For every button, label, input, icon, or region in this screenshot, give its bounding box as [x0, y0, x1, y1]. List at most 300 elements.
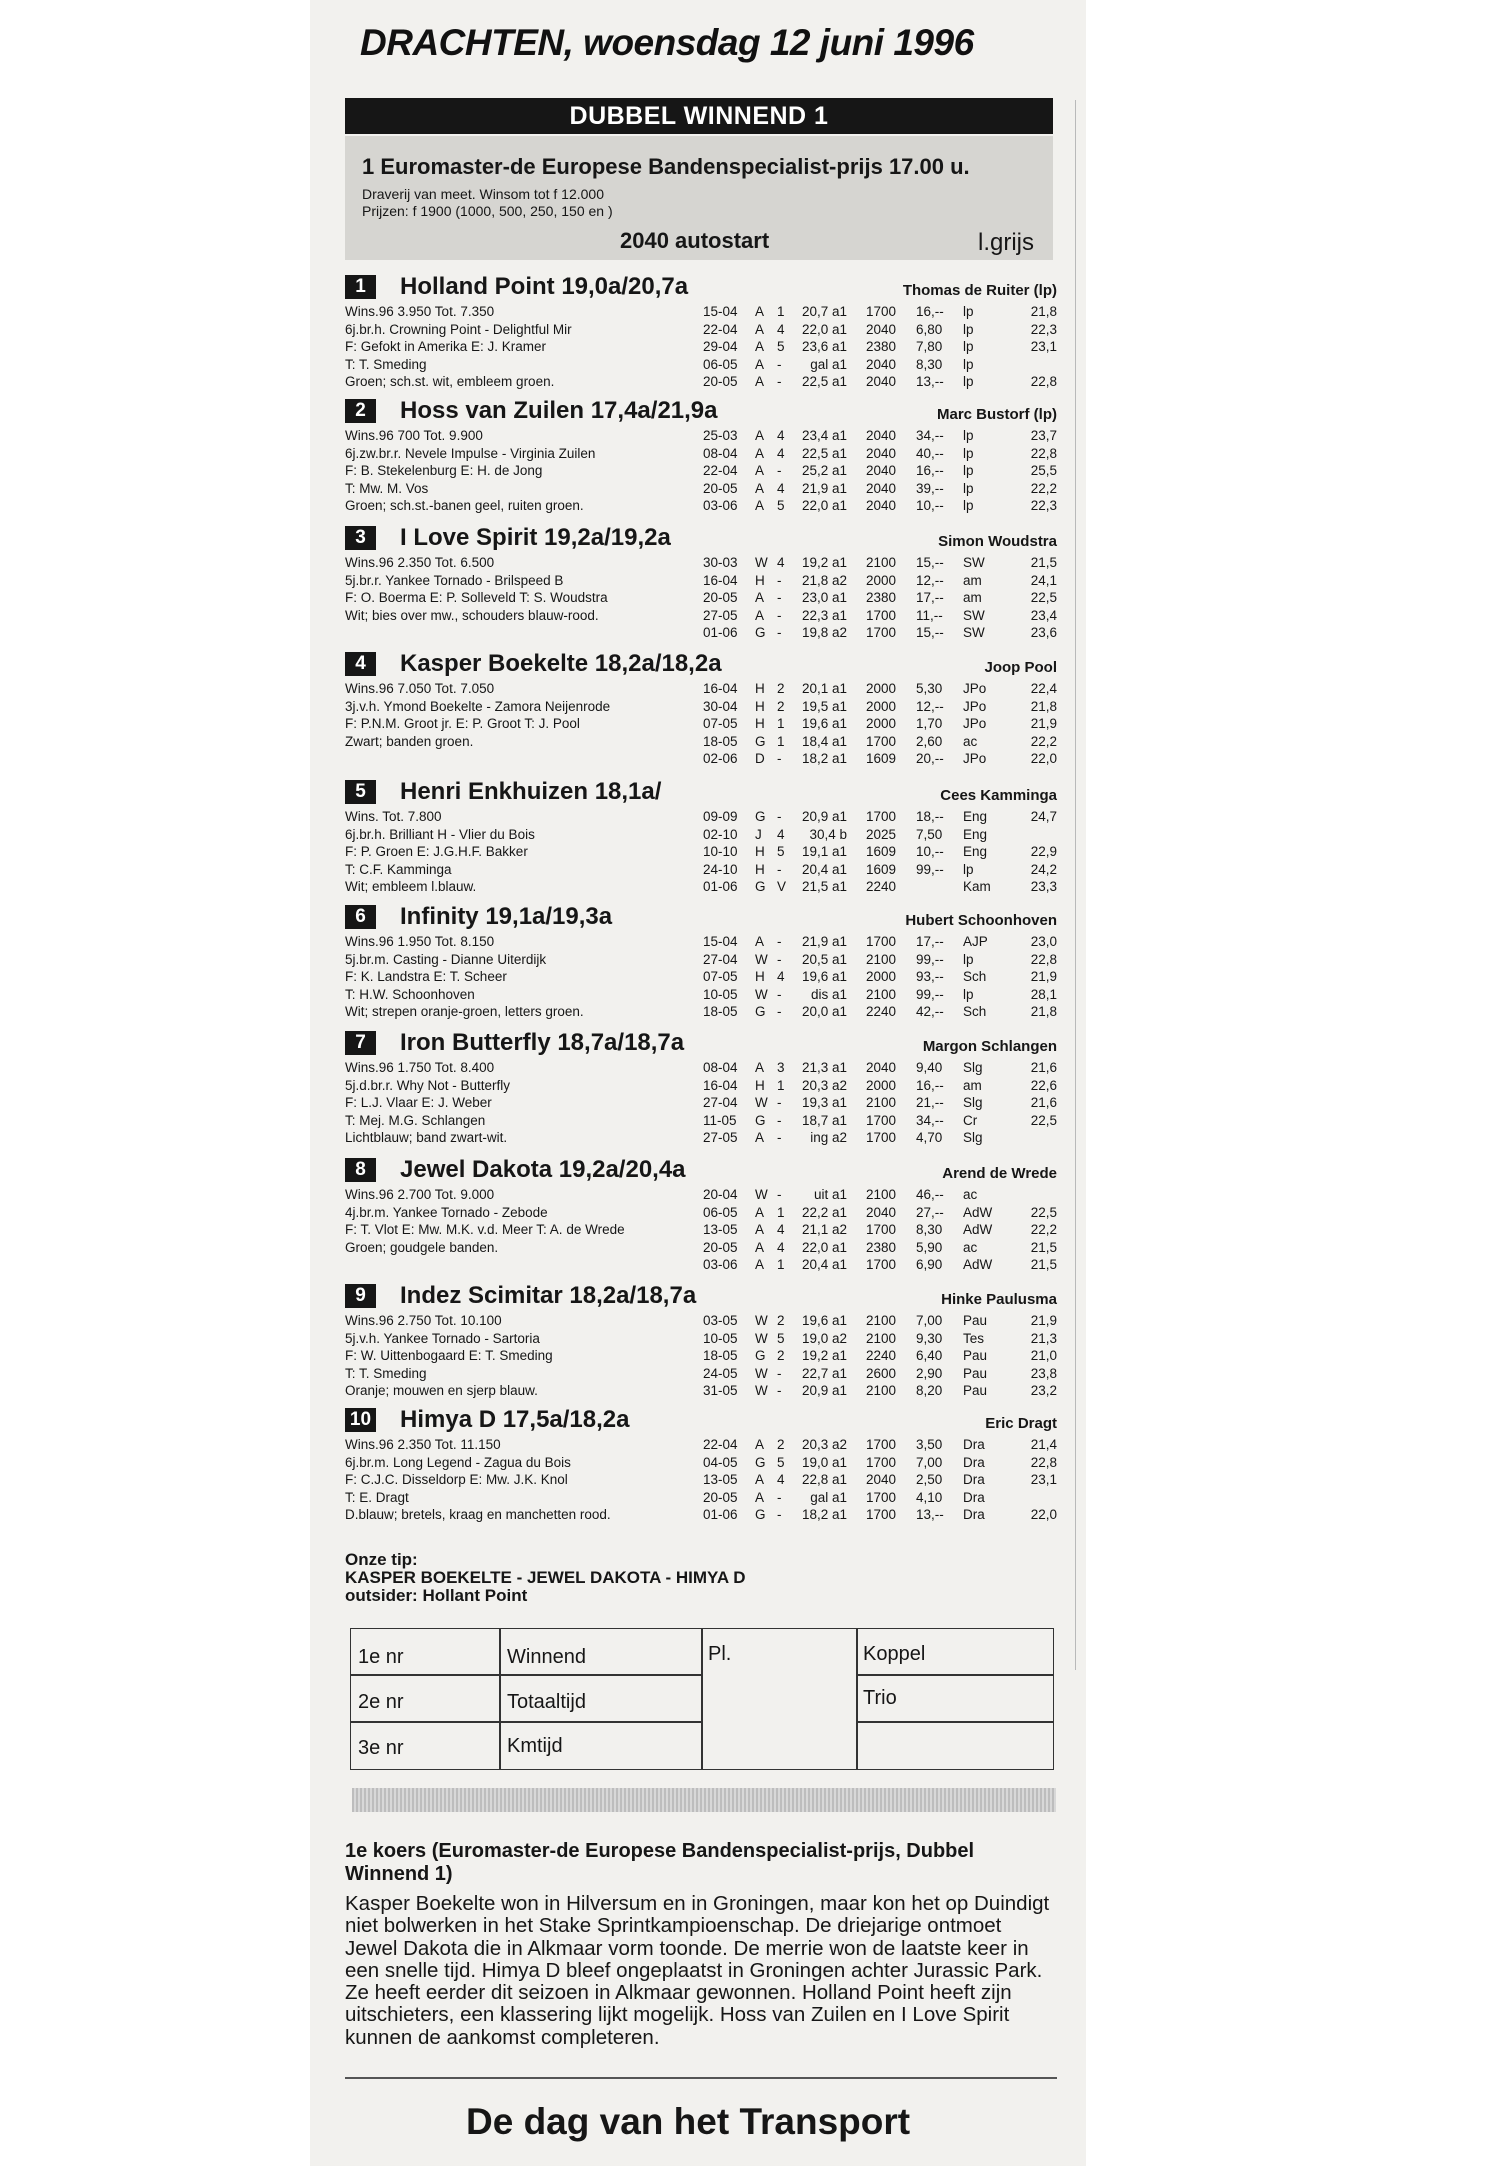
- form-distance: 2380: [866, 590, 897, 606]
- form-reduced-time: 23,7: [1030, 428, 1057, 443]
- form-track: A: [755, 321, 765, 337]
- form-reduced-time: 22,6: [1030, 1077, 1057, 1093]
- form-place: -: [777, 1130, 782, 1146]
- horse-header: [345, 903, 1057, 933]
- form-date: 16-04: [703, 572, 738, 588]
- form-reduced-time: 22,8: [1030, 1454, 1057, 1470]
- form-place: 4: [777, 826, 785, 842]
- form-place: -: [777, 809, 782, 824]
- form-odds: 99,--: [916, 861, 944, 877]
- form-place: 1: [777, 716, 785, 732]
- horse-info-line: 6j.zw.br.r. Nevele Impulse - Virginia Zuilen: [345, 445, 596, 461]
- form-row: [703, 321, 1057, 339]
- form-date: 04-05: [703, 1454, 738, 1470]
- form-place: -: [777, 572, 782, 588]
- form-driver: lp: [963, 498, 974, 514]
- form-odds: 7,80: [916, 339, 943, 355]
- form-row: [703, 572, 1057, 590]
- form-time: 30,4 b: [809, 826, 847, 842]
- form-reduced-time: 22,8: [1030, 445, 1057, 461]
- form-row: [703, 986, 1057, 1004]
- form-odds: 4,10: [916, 1489, 943, 1505]
- bet-place-2: 2e nr: [358, 1691, 404, 1713]
- horse-details: [345, 680, 1057, 790]
- horse-form-table: [703, 1186, 1057, 1274]
- form-driver: AdW: [963, 1257, 993, 1273]
- form-time: 21,1 a2: [801, 1222, 847, 1238]
- form-driver: JPo: [963, 751, 987, 767]
- form-track: G: [755, 1348, 766, 1364]
- form-reduced-time: 28,1: [1030, 986, 1057, 1002]
- bet-form-col-divider: [499, 1629, 501, 1769]
- form-time: 23,4 a1: [801, 428, 847, 443]
- form-reduced-time: 23,1: [1030, 1472, 1057, 1488]
- horse-name: Iron Butterfly 18,7a/18,7a: [400, 1029, 685, 1056]
- horse-info-line: F: P.N.M. Groot jr. E: P. Groot T: J. Pool: [345, 716, 580, 732]
- form-place: -: [777, 625, 782, 641]
- form-time: 20,5 a1: [801, 951, 847, 967]
- form-distance: 2040: [866, 428, 897, 443]
- form-time: 25,2 a1: [801, 463, 847, 479]
- form-date: 27-05: [703, 1130, 738, 1146]
- form-driver: Kam: [963, 879, 991, 895]
- horse-info-line: Wins.96 1.750 Tot. 8.400: [345, 1060, 495, 1075]
- form-row: [703, 1256, 1057, 1274]
- form-place: -: [777, 1489, 782, 1505]
- form-track: A: [755, 1130, 765, 1146]
- form-date: 31-05: [703, 1383, 738, 1399]
- form-row: [703, 462, 1057, 480]
- horse-entry: [345, 1156, 1057, 1296]
- form-row: [703, 589, 1057, 607]
- horse-entry: [345, 397, 1057, 537]
- form-date: 20-05: [703, 1239, 738, 1255]
- race-prizes: Prijzen: f 1900 (1000, 500, 250, 150 en ): [362, 203, 613, 219]
- horse-info-line: D.blauw; bretels, kraag en manchetten rood.: [345, 1507, 611, 1523]
- form-date: 07-05: [703, 969, 738, 985]
- form-place: -: [777, 607, 782, 623]
- form-row: [703, 1239, 1057, 1257]
- horse-info-line: Wins.96 2.350 Tot. 6.500: [345, 555, 495, 570]
- form-driver: Slg: [963, 1095, 983, 1111]
- race-conditions: Draverij van meet. Winsom tot f 12.000: [362, 186, 604, 202]
- form-row: [703, 480, 1057, 498]
- form-place: 5: [777, 339, 785, 355]
- horse-info-line: F: C.J.C. Disseldorp E: Mw. J.K. Knol: [345, 1472, 568, 1488]
- horse-info: [345, 1186, 695, 1256]
- bet-place-1: 1e nr: [358, 1646, 404, 1668]
- form-reduced-time: 23,6: [1030, 625, 1057, 641]
- form-time: 23,6 a1: [801, 339, 847, 355]
- form-row: [703, 1330, 1057, 1348]
- form-odds: 8,30: [916, 1222, 943, 1238]
- form-reduced-time: 23,3: [1030, 879, 1057, 895]
- form-track: H: [755, 861, 765, 877]
- form-driver: Dra: [963, 1507, 985, 1523]
- form-place: -: [777, 1365, 782, 1381]
- horse-name: Himya D 17,5a/18,2a: [400, 1406, 630, 1433]
- form-row: [703, 1454, 1057, 1472]
- tip-label: Onze tip:: [345, 1550, 418, 1569]
- form-odds: 7,00: [916, 1313, 943, 1328]
- form-date: 09-09: [703, 809, 738, 824]
- form-reduced-time: 23,0: [1030, 934, 1057, 949]
- form-place: 5: [777, 1330, 785, 1346]
- horse-details: [345, 427, 1057, 537]
- form-reduced-time: 22,2: [1030, 480, 1057, 496]
- horse-info-line: Lichtblauw; band zwart-wit.: [345, 1130, 508, 1146]
- form-time: 19,5 a1: [801, 698, 847, 714]
- form-track: A: [755, 339, 765, 355]
- form-time: 18,4 a1: [801, 733, 847, 749]
- form-time: 18,2 a1: [801, 1507, 847, 1523]
- form-distance: 2240: [866, 1348, 897, 1364]
- form-track: W: [755, 1187, 768, 1202]
- form-date: 18-05: [703, 733, 738, 749]
- form-odds: 40,--: [916, 445, 944, 461]
- horse-info-line: 6j.br.m. Long Legend - Zagua du Bois: [345, 1454, 571, 1470]
- form-time: 19,6 a1: [801, 1313, 847, 1328]
- form-row: [703, 1312, 1057, 1330]
- form-reduced-time: 22,0: [1030, 1507, 1057, 1523]
- horse-info-line: T: Mw. M. Vos: [345, 480, 429, 496]
- form-odds: 42,--: [916, 1004, 944, 1020]
- form-track: G: [755, 1004, 766, 1020]
- form-date: 10-10: [703, 844, 738, 860]
- form-row: [703, 1471, 1057, 1489]
- form-date: 27-04: [703, 951, 738, 967]
- form-driver: am: [963, 572, 982, 588]
- form-track: W: [755, 1095, 768, 1111]
- form-place: -: [777, 1187, 782, 1202]
- horse-number-badge: 1: [345, 275, 376, 299]
- form-date: 10-05: [703, 986, 738, 1002]
- form-driver: Eng: [963, 844, 988, 860]
- form-track: H: [755, 1077, 765, 1093]
- form-odds: 34,--: [916, 428, 944, 443]
- form-odds: 13,--: [916, 1507, 944, 1523]
- bet-type-trio: Trio: [863, 1687, 897, 1709]
- horse-details: [345, 1186, 1057, 1296]
- horse-info-line: 5j.br.m. Casting - Dianne Uiterdijk: [345, 951, 547, 967]
- bet-type-totaaltijd: Totaaltijd: [507, 1691, 586, 1713]
- form-driver: Dra: [963, 1489, 985, 1505]
- horse-info: [345, 427, 695, 515]
- form-place: 1: [777, 1077, 785, 1093]
- form-distance: 1700: [866, 934, 897, 949]
- form-place: 2: [777, 681, 785, 696]
- form-row: [703, 951, 1057, 969]
- form-distance: 2100: [866, 951, 897, 967]
- horse-form-table: [703, 680, 1057, 768]
- form-date: 20-04: [703, 1187, 738, 1202]
- form-reduced-time: 22,4: [1030, 681, 1057, 696]
- horse-info-line: Wins.96 2.750 Tot. 10.100: [345, 1313, 502, 1328]
- form-odds: 12,--: [916, 572, 944, 588]
- form-reduced-time: 22,5: [1030, 590, 1057, 606]
- form-date: 27-05: [703, 607, 738, 623]
- horse-form-table: [703, 427, 1057, 515]
- horse-header: [345, 650, 1057, 680]
- horse-info-line: 6j.br.h. Crowning Point - Delightful Mir: [345, 321, 572, 337]
- horse-driver: Margon Schlangen: [922, 1038, 1057, 1055]
- form-track: G: [755, 625, 766, 641]
- form-place: -: [777, 1095, 782, 1111]
- form-reduced-time: 22,0: [1030, 751, 1057, 767]
- horse-header: [345, 778, 1057, 808]
- form-time: 19,2 a1: [801, 555, 847, 570]
- form-odds: 10,--: [916, 844, 944, 860]
- horse-entry: [345, 778, 1057, 918]
- form-distance: 2040: [866, 1060, 897, 1075]
- horse-driver: Hinke Paulusma: [941, 1291, 1057, 1308]
- form-date: 06-05: [703, 1204, 738, 1220]
- form-time: gal a1: [810, 1489, 847, 1505]
- bet-type-koppel: Koppel: [863, 1643, 926, 1665]
- form-row: [703, 1112, 1057, 1130]
- horse-info-line: Wins.96 7.050 Tot. 7.050: [345, 681, 495, 696]
- form-place: -: [777, 986, 782, 1002]
- form-track: J: [755, 826, 762, 842]
- form-odds: 7,50: [916, 826, 943, 842]
- form-odds: 17,--: [916, 590, 944, 606]
- horse-driver: Hubert Schoonhoven: [905, 912, 1057, 929]
- form-row: [703, 843, 1057, 861]
- bet-place-3: 3e nr: [358, 1737, 404, 1759]
- form-place: 1: [777, 304, 785, 319]
- form-track: H: [755, 681, 765, 696]
- form-date: 15-04: [703, 934, 738, 949]
- form-distance: 1700: [866, 1257, 897, 1273]
- form-time: 22,0 a1: [801, 1239, 847, 1255]
- form-reduced-time: 22,2: [1030, 1222, 1057, 1238]
- horse-name: Henri Enkhuizen 18,1a/: [400, 778, 662, 805]
- form-distance: 2000: [866, 698, 897, 714]
- form-place: -: [777, 1004, 782, 1020]
- horse-info-line: F: L.J. Vlaar E: J. Weber: [345, 1095, 492, 1111]
- form-date: 06-05: [703, 356, 738, 372]
- form-date: 22-04: [703, 321, 738, 337]
- form-reduced-time: 23,1: [1030, 339, 1057, 355]
- horse-details: [345, 1059, 1057, 1169]
- form-track: A: [755, 304, 765, 319]
- form-date: 20-05: [703, 590, 738, 606]
- horse-info-line: 3j.v.h. Ymond Boekelte - Zamora Neijenrode: [345, 698, 611, 714]
- form-reduced-time: 22,2: [1030, 733, 1057, 749]
- form-distance: 1700: [866, 1489, 897, 1505]
- form-odds: 2,50: [916, 1472, 943, 1488]
- form-driver: lp: [963, 428, 974, 443]
- form-place: 2: [777, 1313, 785, 1328]
- horse-driver: Simon Woudstra: [938, 533, 1057, 550]
- form-place: 5: [777, 498, 785, 514]
- form-time: 19,3 a1: [801, 1095, 847, 1111]
- horse-name: Kasper Boekelte 18,2a/18,2a: [400, 650, 722, 677]
- form-track: A: [755, 590, 765, 606]
- form-driver: Cr: [963, 1112, 978, 1128]
- form-row: [703, 1436, 1057, 1454]
- form-reduced-time: 22,9: [1030, 844, 1057, 860]
- horse-number-badge: 9: [345, 1284, 376, 1308]
- form-driver: lp: [963, 861, 974, 877]
- form-time: 22,5 a1: [801, 374, 847, 390]
- form-driver: JPo: [963, 681, 987, 696]
- form-driver: SW: [963, 555, 985, 570]
- form-odds: 39,--: [916, 480, 944, 496]
- horse-info-line: F: K. Landstra E: T. Scheer: [345, 969, 507, 985]
- form-place: 4: [777, 1472, 785, 1488]
- form-reduced-time: 22,3: [1030, 321, 1057, 337]
- form-distance: 2100: [866, 1313, 897, 1328]
- form-odds: 21,--: [916, 1095, 944, 1111]
- form-row: [703, 1186, 1057, 1204]
- form-time: 19,0 a1: [801, 1454, 847, 1470]
- horse-driver: Eric Dragt: [985, 1415, 1057, 1432]
- form-distance: 1700: [866, 1507, 897, 1523]
- form-distance: 2040: [866, 1204, 897, 1220]
- form-row: [703, 861, 1057, 879]
- form-distance: 1700: [866, 733, 897, 749]
- form-date: 10-05: [703, 1330, 738, 1346]
- form-driver: Tes: [963, 1330, 985, 1346]
- race-banner: DUBBEL WINNEND 1: [345, 98, 1053, 134]
- form-track: A: [755, 498, 765, 514]
- form-time: 22,8 a1: [801, 1472, 847, 1488]
- form-place: 3: [777, 1060, 785, 1075]
- form-track: A: [755, 428, 765, 443]
- horse-header: [345, 1156, 1057, 1186]
- form-driver: lp: [963, 339, 974, 355]
- form-time: 22,0 a1: [801, 498, 847, 514]
- form-driver: JPo: [963, 698, 987, 714]
- form-odds: 34,--: [916, 1112, 944, 1128]
- form-row: [703, 733, 1057, 751]
- form-time: 20,7 a1: [801, 304, 847, 319]
- horse-entry: [345, 903, 1057, 1043]
- form-track: G: [755, 1112, 766, 1128]
- horse-entry: [345, 1029, 1057, 1169]
- form-reduced-time: 24,2: [1030, 861, 1057, 877]
- tip-picks: KASPER BOEKELTE - JEWEL DAKOTA - HIMYA D: [345, 1568, 746, 1587]
- form-place: 4: [777, 428, 785, 443]
- form-distance: 2025: [866, 826, 897, 842]
- form-track: A: [755, 1222, 765, 1238]
- page-title: DRACHTEN, woensdag 12 juni 1996: [360, 22, 974, 63]
- bet-type-kmtijd: Kmtijd: [507, 1735, 563, 1757]
- form-date: 27-04: [703, 1095, 738, 1111]
- form-distance: 2100: [866, 1383, 897, 1399]
- article-body: Kasper Boekelte won in Hilversum en in Groningen, maar kon het op Duindigt niet bolwerken in het Stake Sprintkampioenschap. De driejarige ontmoet Jewel Dakota die in Alkmaar vorm toonde. De merrie won de laatste keer in een snelle tijd. Himya D bleef ongeplaatst in Groningen achter Jurassic Park. Ze heeft eerder dit seizoen in Alkmaar gewonnen. Holland Point heeft zijn uitschieters, een klassering lijkt mogelijk. Hoss van Zuilen en I Love Spirit kunnen de aankomst completeren.: [345, 1892, 1050, 2049]
- form-odds: 6,40: [916, 1348, 943, 1364]
- form-driver: lp: [963, 951, 974, 967]
- form-track: A: [755, 1060, 765, 1075]
- form-time: 20,4 a1: [801, 1257, 847, 1273]
- form-time: 22,0 a1: [801, 321, 847, 337]
- form-time: 20,3 a2: [801, 1437, 847, 1452]
- form-distance: 2100: [866, 986, 897, 1002]
- form-driver: Sch: [963, 1004, 987, 1020]
- form-track: A: [755, 934, 765, 949]
- horse-info-line: Wins.96 2.700 Tot. 9.000: [345, 1187, 495, 1202]
- form-driver: ac: [963, 1187, 978, 1202]
- horse-form-table: [703, 1312, 1057, 1400]
- form-distance: 2380: [866, 1239, 897, 1255]
- form-track: H: [755, 698, 765, 714]
- form-track: G: [755, 1507, 766, 1523]
- horse-number-badge: 3: [345, 526, 376, 550]
- form-reduced-time: 21,9: [1030, 969, 1057, 985]
- horse-header: [345, 397, 1057, 427]
- horse-info: [345, 1312, 695, 1400]
- form-odds: 99,--: [916, 986, 944, 1002]
- form-place: -: [777, 590, 782, 606]
- form-distance: 2040: [866, 374, 897, 390]
- race-name: 1 Euromaster-de Europese Bandenspecialist-prijs 17.00 u.: [362, 154, 970, 179]
- horse-header: [345, 1282, 1057, 1312]
- form-distance: 1700: [866, 1437, 897, 1452]
- horse-form-table: [703, 554, 1057, 642]
- form-distance: 2240: [866, 879, 897, 895]
- form-track: W: [755, 1330, 768, 1346]
- form-driver: Dra: [963, 1472, 985, 1488]
- form-odds: 27,--: [916, 1204, 944, 1220]
- form-distance: 1700: [866, 1454, 897, 1470]
- form-time: 21,3 a1: [801, 1060, 847, 1075]
- form-place: 1: [777, 1204, 785, 1220]
- form-row: [703, 497, 1057, 515]
- form-driver: am: [963, 1077, 982, 1093]
- bet-form-col-divider: [856, 1629, 858, 1769]
- form-odds: 93,--: [916, 969, 944, 985]
- horse-entry: [345, 650, 1057, 790]
- horse-info-line: T: Mej. M.G. Schlangen: [345, 1112, 486, 1128]
- horse-number-badge: 8: [345, 1158, 376, 1182]
- form-reduced-time: 21,5: [1030, 1257, 1057, 1273]
- form-reduced-time: 23,4: [1030, 607, 1057, 623]
- form-distance: 2040: [866, 480, 897, 496]
- form-time: 19,0 a2: [801, 1330, 847, 1346]
- form-reduced-time: 21,9: [1030, 716, 1057, 732]
- horse-form-table: [703, 1059, 1057, 1147]
- form-row: [703, 878, 1057, 896]
- form-reduced-time: 22,3: [1030, 498, 1057, 514]
- form-place: 4: [777, 321, 785, 337]
- horse-info-line: F: W. Uittenbogaard E: T. Smeding: [345, 1348, 553, 1364]
- form-driver: SW: [963, 607, 985, 623]
- form-date: 01-06: [703, 1507, 738, 1523]
- form-odds: 8,30: [916, 356, 943, 372]
- form-place: -: [777, 374, 782, 390]
- form-track: W: [755, 986, 768, 1002]
- horse-entry: [345, 1282, 1057, 1422]
- horse-info-line: T: E. Dragt: [345, 1489, 409, 1505]
- column-rule: [1075, 100, 1076, 1670]
- horse-details: [345, 808, 1057, 918]
- form-time: 22,5 a1: [801, 445, 847, 461]
- horse-header: [345, 524, 1057, 554]
- form-place: 2: [777, 1348, 785, 1364]
- form-time: 22,2 a1: [801, 1204, 847, 1220]
- form-reduced-time: 22,8: [1030, 374, 1057, 390]
- form-odds: 7,00: [916, 1454, 943, 1470]
- horse-entry: [345, 1406, 1057, 1546]
- form-time: 18,2 a1: [801, 751, 847, 767]
- horse-header: [345, 273, 1057, 303]
- form-driver: AdW: [963, 1204, 993, 1220]
- form-date: 25-03: [703, 428, 738, 443]
- form-track: W: [755, 951, 768, 967]
- horse-entry: [345, 273, 1057, 413]
